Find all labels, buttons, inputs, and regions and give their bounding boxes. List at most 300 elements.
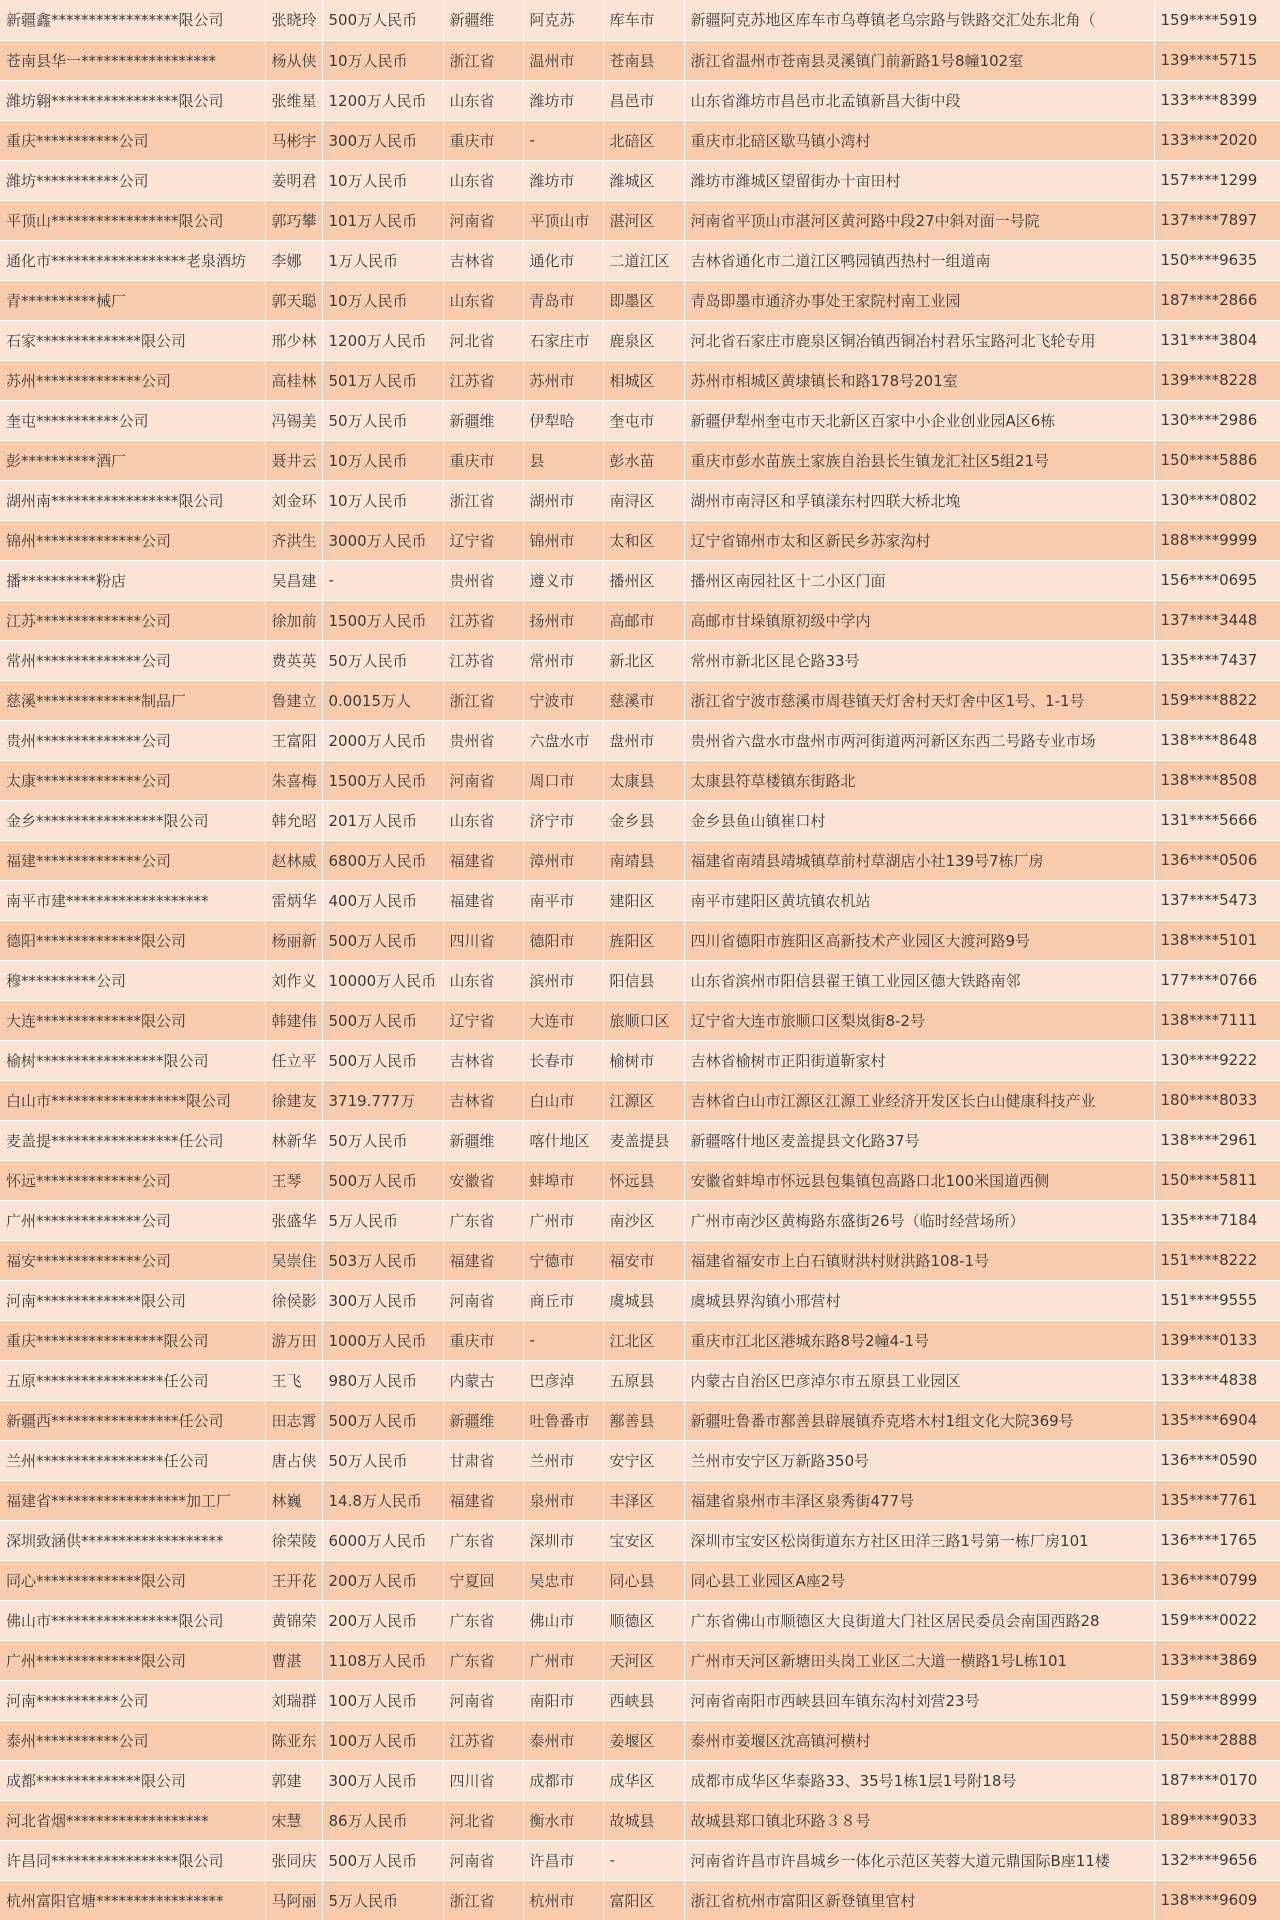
contact-name-cell: 徐建友 [265, 1080, 322, 1120]
company-name-cell: 广州**************公司 [0, 1200, 265, 1240]
table-row [0, 120, 1280, 160]
phone-cell: 177****0766 [1154, 960, 1280, 1000]
address-cell: 潍坊市潍城区望留街办十亩田村 [684, 160, 1154, 200]
district-cell: 建阳区 [603, 880, 684, 920]
province-cell: 浙江省 [443, 680, 523, 720]
address-cell: 内蒙古自治区巴彦淖尔市五原县工业园区 [684, 1360, 1154, 1400]
registered-capital-cell: 14.8万人民币 [322, 1480, 443, 1520]
district-cell: 太和区 [603, 520, 684, 560]
contact-name-cell: 冯锡美 [265, 400, 322, 440]
address-cell: 深圳市宝安区松岗街道东方社区田洋三路1号第一栋厂房101 [684, 1520, 1154, 1560]
contact-name-cell: 任立平 [265, 1040, 322, 1080]
province-cell: 广东省 [443, 1640, 523, 1680]
phone-cell: 150****9635 [1154, 240, 1280, 280]
phone-cell: 130****0802 [1154, 480, 1280, 520]
district-cell: - [603, 1840, 684, 1880]
phone-cell: 159****5919 [1154, 0, 1280, 40]
province-cell: 吉林省 [443, 1040, 523, 1080]
phone-cell: 130****2986 [1154, 400, 1280, 440]
province-cell: 福建省 [443, 1240, 523, 1280]
address-cell: 山东省滨州市阳信县翟王镇工业园区德大铁路南邻 [684, 960, 1154, 1000]
province-cell: 浙江省 [443, 1880, 523, 1920]
company-name-cell: 福建**************公司 [0, 840, 265, 880]
district-cell: 潍城区 [603, 160, 684, 200]
district-cell: 彭水苗 [603, 440, 684, 480]
district-cell: 安宁区 [603, 1440, 684, 1480]
registered-capital-cell: 2000万人民币 [322, 720, 443, 760]
province-cell: 内蒙古 [443, 1360, 523, 1400]
table-row [0, 520, 1280, 560]
address-cell: 四川省德阳市旌阳区高新技术产业园区大渡河路9号 [684, 920, 1154, 960]
province-cell: 河南省 [443, 1280, 523, 1320]
province-cell: 广东省 [443, 1200, 523, 1240]
city-cell: 吐鲁番市 [523, 1400, 603, 1440]
district-cell: 顺德区 [603, 1600, 684, 1640]
city-cell: 衡水市 [523, 1800, 603, 1840]
contact-name-cell: 田志霄 [265, 1400, 322, 1440]
phone-cell: 133****2020 [1154, 120, 1280, 160]
address-cell: 青岛即墨市通济办事处王家院村南工业园 [684, 280, 1154, 320]
city-cell: 县 [523, 440, 603, 480]
phone-cell: 135****6904 [1154, 1400, 1280, 1440]
city-cell: 平顶山市 [523, 200, 603, 240]
contact-name-cell: 郭建 [265, 1760, 322, 1800]
table-row [0, 1000, 1280, 1040]
district-cell: 鄯善县 [603, 1400, 684, 1440]
table-row [0, 920, 1280, 960]
address-cell: 重庆市北碚区歇马镇小湾村 [684, 120, 1154, 160]
phone-cell: 137****7897 [1154, 200, 1280, 240]
city-cell: 泉州市 [523, 1480, 603, 1520]
registered-capital-cell: 200万人民币 [322, 1560, 443, 1600]
registered-capital-cell: 100万人民币 [322, 1680, 443, 1720]
company-name-cell: 重庆*****************限公司 [0, 1320, 265, 1360]
city-cell: 蚌埠市 [523, 1160, 603, 1200]
address-cell: 吉林省榆树市正阳街道靳家村 [684, 1040, 1154, 1080]
registered-capital-cell: 10万人民币 [322, 40, 443, 80]
district-cell: 姜堰区 [603, 1720, 684, 1760]
city-cell: 周口市 [523, 760, 603, 800]
address-cell: 兰州市安宁区万新路350号 [684, 1440, 1154, 1480]
province-cell: 宁夏回 [443, 1560, 523, 1600]
contact-name-cell: 宋慧 [265, 1800, 322, 1840]
registered-capital-cell: 100万人民币 [322, 1720, 443, 1760]
company-name-cell: 南平市建******************* [0, 880, 265, 920]
province-cell: 山东省 [443, 960, 523, 1000]
company-name-cell: 福建省******************加工厂 [0, 1480, 265, 1520]
registered-capital-cell: 10万人民币 [322, 480, 443, 520]
registered-capital-cell: 1500万人民币 [322, 600, 443, 640]
contact-name-cell: 游万田 [265, 1320, 322, 1360]
contact-name-cell: 邢少林 [265, 320, 322, 360]
address-cell: 广东省佛山市顺德区大良街道大门社区居民委员会南国西路28 [684, 1600, 1154, 1640]
contact-name-cell: 雷炳华 [265, 880, 322, 920]
province-cell: 河南省 [443, 1840, 523, 1880]
district-cell: 南靖县 [603, 840, 684, 880]
city-cell: 遵义市 [523, 560, 603, 600]
registered-capital-cell: 400万人民币 [322, 880, 443, 920]
contact-name-cell: 高桂林 [265, 360, 322, 400]
province-cell: 浙江省 [443, 480, 523, 520]
city-cell: - [523, 120, 603, 160]
district-cell: 福安市 [603, 1240, 684, 1280]
address-cell: 浙江省杭州市富阳区新登镇里官村 [684, 1880, 1154, 1920]
registered-capital-cell: 501万人民币 [322, 360, 443, 400]
company-name-cell: 贵州**************公司 [0, 720, 265, 760]
contact-name-cell: 王开花 [265, 1560, 322, 1600]
phone-cell: 157****1299 [1154, 160, 1280, 200]
phone-cell: 131****5666 [1154, 800, 1280, 840]
contact-name-cell: 徐荣陵 [265, 1520, 322, 1560]
province-cell: 河南省 [443, 760, 523, 800]
address-cell: 山东省潍坊市昌邑市北孟镇新昌大街中段 [684, 80, 1154, 120]
registered-capital-cell: 200万人民币 [322, 1600, 443, 1640]
phone-cell: 150****5811 [1154, 1160, 1280, 1200]
contact-name-cell: 黄锦荣 [265, 1600, 322, 1640]
table-row [0, 1080, 1280, 1120]
province-cell: 四川省 [443, 1760, 523, 1800]
city-cell: 湖州市 [523, 480, 603, 520]
address-cell: 同心县工业园区A座2号 [684, 1560, 1154, 1600]
address-cell: 贵州省六盘水市盘州市两河街道两河新区东西二号路专业市场 [684, 720, 1154, 760]
address-cell: 太康县符草楼镇东街路北 [684, 760, 1154, 800]
city-cell: 青岛市 [523, 280, 603, 320]
phone-cell: 151****8222 [1154, 1240, 1280, 1280]
province-cell: 新疆维 [443, 1120, 523, 1160]
contact-name-cell: 林巍 [265, 1480, 322, 1520]
city-cell: 吴忠市 [523, 1560, 603, 1600]
phone-cell: 188****9999 [1154, 520, 1280, 560]
district-cell: 昌邑市 [603, 80, 684, 120]
district-cell: 宝安区 [603, 1520, 684, 1560]
district-cell: 太康县 [603, 760, 684, 800]
company-name-cell: 河南**************限公司 [0, 1280, 265, 1320]
district-cell: 盘州市 [603, 720, 684, 760]
table-row [0, 720, 1280, 760]
phone-cell: 139****5715 [1154, 40, 1280, 80]
city-cell: 潍坊市 [523, 80, 603, 120]
district-cell: 五原县 [603, 1360, 684, 1400]
company-name-cell: 慈溪**************制品厂 [0, 680, 265, 720]
table-row [0, 1400, 1280, 1440]
registered-capital-cell: 1200万人民币 [322, 320, 443, 360]
address-cell: 吉林省通化市二道江区鸭园镇西热村一组道南 [684, 240, 1154, 280]
district-cell: 高邮市 [603, 600, 684, 640]
contact-name-cell: 朱喜梅 [265, 760, 322, 800]
address-cell: 安徽省蚌埠市怀远县包集镇包高路口北100米国道西侧 [684, 1160, 1154, 1200]
address-cell: 苏州市相城区黄埭镇长和路178号201室 [684, 360, 1154, 400]
province-cell: 辽宁省 [443, 520, 523, 560]
company-name-cell: 五原*****************任公司 [0, 1360, 265, 1400]
contact-name-cell: 刘瑞群 [265, 1680, 322, 1720]
company-name-cell: 重庆***********公司 [0, 120, 265, 160]
registered-capital-cell: 980万人民币 [322, 1360, 443, 1400]
table-row [0, 80, 1280, 120]
city-cell: 白山市 [523, 1080, 603, 1120]
city-cell: 六盘水市 [523, 720, 603, 760]
registered-capital-cell: 1500万人民币 [322, 760, 443, 800]
province-cell: 江苏省 [443, 640, 523, 680]
contact-name-cell: 杨丽新 [265, 920, 322, 960]
phone-cell: 138****7111 [1154, 1000, 1280, 1040]
registered-capital-cell: - [322, 560, 443, 600]
company-name-cell: 怀远**************公司 [0, 1160, 265, 1200]
table-row [0, 1360, 1280, 1400]
district-cell: 虞城县 [603, 1280, 684, 1320]
district-cell: 南浔区 [603, 480, 684, 520]
phone-cell: 132****9656 [1154, 1840, 1280, 1880]
registered-capital-cell: 300万人民币 [322, 1760, 443, 1800]
province-cell: 山东省 [443, 280, 523, 320]
registered-capital-cell: 5万人民币 [322, 1200, 443, 1240]
district-cell: 鹿泉区 [603, 320, 684, 360]
company-name-cell: 穆**********公司 [0, 960, 265, 1000]
company-name-cell: 德阳**************限公司 [0, 920, 265, 960]
phone-cell: 189****9033 [1154, 1800, 1280, 1840]
table-row [0, 1200, 1280, 1240]
table-row [0, 840, 1280, 880]
address-cell: 虞城县界沟镇小邢营村 [684, 1280, 1154, 1320]
table-row [0, 400, 1280, 440]
company-name-cell: 湖州南*****************限公司 [0, 480, 265, 520]
district-cell: 库车市 [603, 0, 684, 40]
table-row [0, 560, 1280, 600]
contact-name-cell: 姜明君 [265, 160, 322, 200]
district-cell: 成华区 [603, 1760, 684, 1800]
contact-name-cell: 曹湛 [265, 1640, 322, 1680]
table-row [0, 1760, 1280, 1800]
company-name-cell: 金乡*****************限公司 [0, 800, 265, 840]
table-row [0, 160, 1280, 200]
city-cell: 广州市 [523, 1200, 603, 1240]
city-cell: 泰州市 [523, 1720, 603, 1760]
table-row [0, 1280, 1280, 1320]
province-cell: 重庆市 [443, 440, 523, 480]
company-name-cell: 泰州***********公司 [0, 1720, 265, 1760]
company-name-cell: 锦州**************公司 [0, 520, 265, 560]
province-cell: 广东省 [443, 1520, 523, 1560]
contact-name-cell: 费英英 [265, 640, 322, 680]
city-cell: 潍坊市 [523, 160, 603, 200]
address-cell: 河南省平顶山市湛河区黄河路中段27中斜对面一号院 [684, 200, 1154, 240]
province-cell: 吉林省 [443, 240, 523, 280]
province-cell: 新疆维 [443, 0, 523, 40]
province-cell: 吉林省 [443, 1080, 523, 1120]
contact-name-cell: 马阿丽 [265, 1880, 322, 1920]
table-row [0, 1640, 1280, 1680]
table-row [0, 1160, 1280, 1200]
city-cell: 长春市 [523, 1040, 603, 1080]
table-row [0, 1560, 1280, 1600]
contact-name-cell: 张盛华 [265, 1200, 322, 1240]
contact-name-cell: 吴崇住 [265, 1240, 322, 1280]
province-cell: 辽宁省 [443, 1000, 523, 1040]
city-cell: 滨州市 [523, 960, 603, 1000]
phone-cell: 130****9222 [1154, 1040, 1280, 1080]
province-cell: 江苏省 [443, 600, 523, 640]
table-row [0, 240, 1280, 280]
company-name-cell: 榆树*****************限公司 [0, 1040, 265, 1080]
district-cell: 金乡县 [603, 800, 684, 840]
contact-name-cell: 郭天聪 [265, 280, 322, 320]
table-row [0, 1880, 1280, 1920]
district-cell: 江源区 [603, 1080, 684, 1120]
company-name-cell: 深圳致涵供******************* [0, 1520, 265, 1560]
phone-cell: 133****4838 [1154, 1360, 1280, 1400]
address-cell: 重庆市彭水苗族土家族自治县长生镇龙汇社区5组21号 [684, 440, 1154, 480]
phone-cell: 135****7184 [1154, 1200, 1280, 1240]
phone-cell: 137****3448 [1154, 600, 1280, 640]
district-cell: 播州区 [603, 560, 684, 600]
province-cell: 重庆市 [443, 1320, 523, 1360]
table-row [0, 880, 1280, 920]
contact-name-cell: 张维星 [265, 80, 322, 120]
address-cell: 辽宁省大连市旅顺口区梨岚街8-2号 [684, 1000, 1154, 1040]
table-row [0, 680, 1280, 720]
table-row [0, 40, 1280, 80]
table-row [0, 1720, 1280, 1760]
contact-name-cell: 郭巧攀 [265, 200, 322, 240]
phone-cell: 151****9555 [1154, 1280, 1280, 1320]
registered-capital-cell: 50万人民币 [322, 1120, 443, 1160]
address-cell: 故城县郑口镇北环路３８号 [684, 1800, 1154, 1840]
table-row [0, 1480, 1280, 1520]
company-name-cell: 广州**************限公司 [0, 1640, 265, 1680]
registered-capital-cell: 500万人民币 [322, 1040, 443, 1080]
registered-capital-cell: 500万人民币 [322, 920, 443, 960]
city-cell: 成都市 [523, 1760, 603, 1800]
contact-name-cell: 韩建伟 [265, 1000, 322, 1040]
address-cell: 福建省福安市上白石镇财洪村财洪路108-1号 [684, 1240, 1154, 1280]
contact-name-cell: 林新华 [265, 1120, 322, 1160]
contact-name-cell: 徐加前 [265, 600, 322, 640]
district-cell: 旅顺口区 [603, 1000, 684, 1040]
company-name-cell: 石家**************限公司 [0, 320, 265, 360]
province-cell: 四川省 [443, 920, 523, 960]
company-name-cell: 青**********械厂 [0, 280, 265, 320]
address-cell: 新疆吐鲁番市鄯善县辟展镇乔克塔木村1组文化大院369号 [684, 1400, 1154, 1440]
registered-capital-cell: 101万人民币 [322, 200, 443, 240]
city-cell: 巴彦淖 [523, 1360, 603, 1400]
district-cell: 北碚区 [603, 120, 684, 160]
city-cell: 南平市 [523, 880, 603, 920]
table-row [0, 960, 1280, 1000]
table-row [0, 200, 1280, 240]
address-cell: 湖州市南浔区和孚镇漾东村四联大桥北堍 [684, 480, 1154, 520]
address-cell: 播州区南园社区十二小区门面 [684, 560, 1154, 600]
company-name-cell: 河南***********公司 [0, 1680, 265, 1720]
city-cell: 伊犁哈 [523, 400, 603, 440]
company-name-cell: 潍坊***********公司 [0, 160, 265, 200]
table-row [0, 1440, 1280, 1480]
city-cell: 兰州市 [523, 1440, 603, 1480]
registered-capital-cell: 1200万人民币 [322, 80, 443, 120]
registered-capital-cell: 10万人民币 [322, 280, 443, 320]
district-cell: 相城区 [603, 360, 684, 400]
company-name-cell: 成都**************限公司 [0, 1760, 265, 1800]
province-cell: 浙江省 [443, 40, 523, 80]
company-name-cell: 播**********粉店 [0, 560, 265, 600]
province-cell: 福建省 [443, 1480, 523, 1520]
registered-capital-cell: 6800万人民币 [322, 840, 443, 880]
address-cell: 辽宁省锦州市太和区新民乡苏家沟村 [684, 520, 1154, 560]
city-cell: 大连市 [523, 1000, 603, 1040]
table-row [0, 600, 1280, 640]
city-cell: 佛山市 [523, 1600, 603, 1640]
city-cell: 宁德市 [523, 1240, 603, 1280]
company-name-cell: 苏州**************公司 [0, 360, 265, 400]
company-name-cell: 白山市******************限公司 [0, 1080, 265, 1120]
company-name-cell: 新疆西*****************任公司 [0, 1400, 265, 1440]
district-cell: 旌阳区 [603, 920, 684, 960]
province-cell: 山东省 [443, 80, 523, 120]
table-row [0, 1240, 1280, 1280]
district-cell: 湛河区 [603, 200, 684, 240]
registered-capital-cell: 300万人民币 [322, 1280, 443, 1320]
table-row [0, 360, 1280, 400]
city-cell: 苏州市 [523, 360, 603, 400]
contact-name-cell: 张同庆 [265, 1840, 322, 1880]
province-cell: 新疆维 [443, 400, 523, 440]
district-cell: 天河区 [603, 1640, 684, 1680]
address-cell: 浙江省温州市苍南县灵溪镇门前新路1号8幢102室 [684, 40, 1154, 80]
province-cell: 甘肃省 [443, 1440, 523, 1480]
table-row [0, 760, 1280, 800]
district-cell: 苍南县 [603, 40, 684, 80]
district-cell: 同心县 [603, 1560, 684, 1600]
phone-cell: 159****8822 [1154, 680, 1280, 720]
company-name-cell: 大连**************限公司 [0, 1000, 265, 1040]
province-cell: 江苏省 [443, 1720, 523, 1760]
district-cell: 故城县 [603, 1800, 684, 1840]
table-row [0, 640, 1280, 680]
registered-capital-cell: 503万人民币 [322, 1240, 443, 1280]
company-name-cell: 同心**************限公司 [0, 1560, 265, 1600]
phone-cell: 156****0695 [1154, 560, 1280, 600]
city-cell: 漳州市 [523, 840, 603, 880]
district-cell: 慈溪市 [603, 680, 684, 720]
company-name-cell: 杭州富阳官塘***************** [0, 1880, 265, 1920]
phone-cell: 135****7437 [1154, 640, 1280, 680]
province-cell: 贵州省 [443, 720, 523, 760]
company-name-cell: 佛山市*****************限公司 [0, 1600, 265, 1640]
district-cell: 麦盖提县 [603, 1120, 684, 1160]
company-name-cell: 江苏**************公司 [0, 600, 265, 640]
city-cell: 石家庄市 [523, 320, 603, 360]
company-name-cell: 新疆鑫*****************限公司 [0, 0, 265, 40]
city-cell: 阿克苏 [523, 0, 603, 40]
company-name-cell: 常州**************公司 [0, 640, 265, 680]
address-cell: 河北省石家庄市鹿泉区铜冶镇西铜冶村君乐宝路河北飞轮专用 [684, 320, 1154, 360]
table-row [0, 1520, 1280, 1560]
district-cell: 二道江区 [603, 240, 684, 280]
province-cell: 河南省 [443, 1680, 523, 1720]
registered-capital-cell: 50万人民币 [322, 400, 443, 440]
address-cell: 福建省泉州市丰泽区泉秀街477号 [684, 1480, 1154, 1520]
phone-cell: 133****8399 [1154, 80, 1280, 120]
province-cell: 贵州省 [443, 560, 523, 600]
contact-name-cell: 唐占侠 [265, 1440, 322, 1480]
city-cell: 商丘市 [523, 1280, 603, 1320]
phone-cell: 139****0133 [1154, 1320, 1280, 1360]
city-cell: 德阳市 [523, 920, 603, 960]
city-cell: 广州市 [523, 1640, 603, 1680]
contact-name-cell: 徐侯影 [265, 1280, 322, 1320]
table-row [0, 1680, 1280, 1720]
company-name-cell: 苍南县华一****************** [0, 40, 265, 80]
province-cell: 山东省 [443, 160, 523, 200]
province-cell: 重庆市 [443, 120, 523, 160]
